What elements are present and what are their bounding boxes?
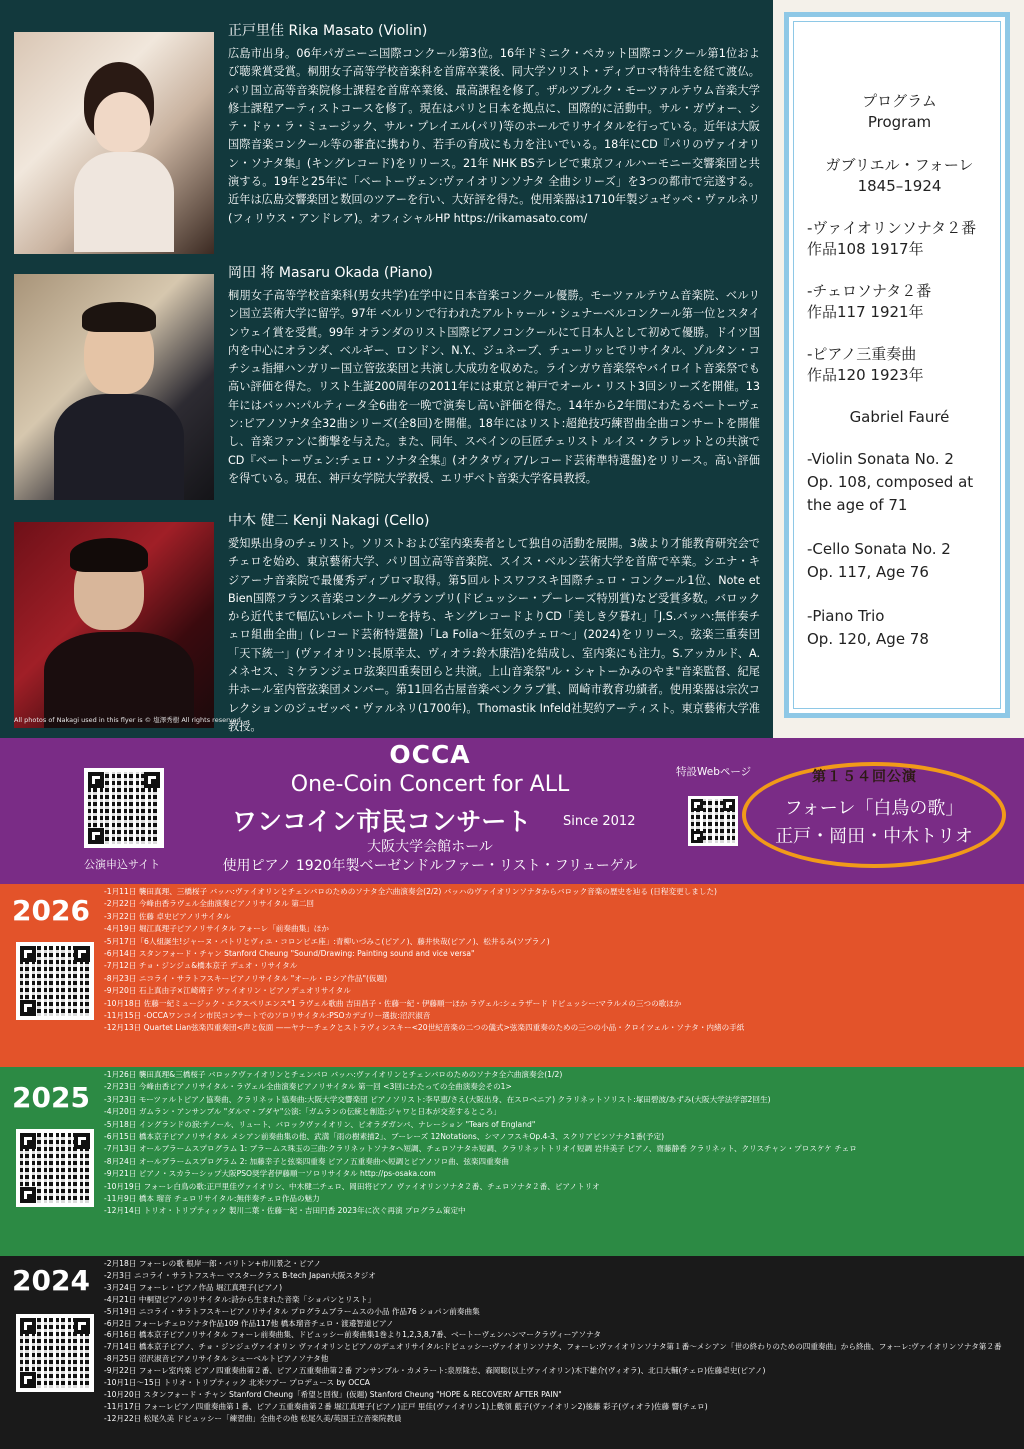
work-en-1: -Violin Sonata No. 2 <box>807 450 954 468</box>
okada-bio <box>228 262 760 488</box>
event-item: -10月1日〜15日 トリオ・トリプティック 北米ツアー プロデュース by OCCA <box>104 1378 370 1388</box>
event-list-2026 <box>104 886 1019 1035</box>
artist-bio-panel <box>0 0 773 738</box>
artist-bio-text: 桐朋女子高等学校音楽科(男女共学)在学中に日本音楽コンクール優勝。モーツァルテウム音楽院、ベルリン国立芸術大学に留学。97年 ベルリンで行われたアルトゥール・シュナーベルコンクール第一位とスタインウェイ賞を受賞。99年 オランダのリスト国際ピアノコンクールにて日本人として初めて優勝。ドイツ国内を中心にオランダ、ベルギー、ロンドン、N.Y.、ジュネーブ、チューリッヒでリサイタル、ゾルタン・コチシュ指揮ハンガリー国立管弦楽団と共演し大成功を収めた。ラインガウ音楽祭やバイロイト音楽祭でも高い評価を得た。リスト生誕200周年の2011年には東京と神戸でオール・リスト3回シリーズを開催。13年にはバッハ:パルティータ全6曲を一晩で演奏し高い評価を得た。14年から2年間にわたるベートーヴェン:ピアノソナタ全32曲シリーズ(全8回)を開催。18年にはリスト:超絶技巧練習曲全曲コンサートを開催し、音楽ファンに衝撃を与えた。また、同年、スペインの巨匠チェリスト ルイス・クラレットとの共演でCD『ベートーヴェン:チェロ・ソナタ全集』(オクタヴィア/レコード芸術準特選盤)をリリース。高い評価を得ている。現在、神戸女学院大学教授、エリザベト音楽大学客員教授。 <box>228 289 760 485</box>
year-section-2025 <box>0 1067 1024 1256</box>
work-jp-2-detail: 作品117 1921年 <box>807 303 924 321</box>
qr-code-2025[interactable] <box>16 1129 94 1207</box>
qr-code-2026[interactable] <box>16 942 94 1020</box>
program-heading-en: Program <box>867 113 932 131</box>
work-en-1-age: the age of 71 <box>807 496 908 514</box>
nakagi-photo <box>14 522 214 728</box>
event-item: -11月9日 橋本 瑠音 チェロリサイタル:無伴奏チェロ作品の魅力 <box>104 1194 320 1204</box>
event-item: -8月23日 ニコライ・サラトフスキーピアノリサイタル "オール・ロシア作品"(仮題) <box>104 973 388 983</box>
occa-since: Since 2012 <box>563 814 636 829</box>
event-item: -2月18日 フォーレの歌 根岸一郎・バリトン+市川景之・ピアノ <box>104 1259 322 1268</box>
year-label: 2024 <box>12 1264 90 1297</box>
event-item: -12月22日 松尾久美 ドビュッシー「練習曲」全曲その他 松尾久美/英国王立音楽院教員 <box>104 1413 402 1423</box>
event-item: -5月18日 イングランドの涙:テノール、リュート、バロックヴァイオリン、ビオラダガンバ、ナレーション "Tears of England" <box>104 1119 536 1129</box>
artist-bio-text: 広島市出身。06年パガニーニ国際コンクール第3位。16年ドミニク・ペカット国際コンクール第1位および聴衆賞受賞。桐朋女子高等学校音楽科を首席卒業後、同大学ソリスト・ディプロマ特待生を経て渡仏。パリ国立高等音楽院修士課程を首席卒業後、最高課程を修了。ザルツブルク・モーツァルテウム音楽大学修士課程アーティストコースを修了。現在はパリと日本を拠点に、国際的に活動中。サル・ガヴォー、シテ・ドゥ・ラ・ミュージック、サル・プレイエル(パリ)等のホールでリサイタルを行っている。近年は大阪国際音楽コンクール等の審査に携わり、若手の育成にも力を注いでいる。18年にCD『パリのヴァイオリン・ソナタ集』(キングレコード)をリリース。21年 NHK BSテレビで東京フィルハーモニー交響楽団と共演する。19年と25年に「ベートーヴェン:ヴァイオリンソナタ 全曲シリーズ」を3つの都市で完遂する。近年は広島交響楽団と数回のツアーを行い、大好評を得た。使用楽器は1710年製ジュゼッペ・ヴァルネリ(フィリウス・アンドレア)。オフィシャルHP https://rikamasato.com/ <box>228 47 760 225</box>
event-item: -10月18日 佐藤一紀ミュージック・エクスペリエンス*1 ラヴェル歌曲 吉田昌子・佐藤一紀・伊藤順一ほか ラヴェル:シェラザード ドビュッシー:マラルメの三つの歌ほか <box>104 998 682 1008</box>
artist-okada <box>14 262 764 502</box>
event-item: -4月21日 中桐望ピアノのリサイタル:詩から生まれた音楽「ショパンとリスト」 <box>104 1294 376 1304</box>
occa-banner <box>0 738 1024 884</box>
concert-title: フォーレ「白鳥の歌」 <box>784 798 964 819</box>
event-item: -6月14日 スタンフォード・チャン Stanford Cheung "Sound/Drawing: Painting sound and vice versa" <box>104 949 475 959</box>
event-item: -3月24日 フォーレ・ピアノ作品 堀江真理子(ピアノ) <box>104 1282 283 1292</box>
event-item: -4月19日 堀江真理子ピアノリサイタル フォーレ「前奏曲集」ほか <box>104 924 329 934</box>
event-item: -10月19日 フォーレ白鳥の歌:正戸里佳ヴァイオリン、中木健二チェロ、岡田将ピアノ ヴァイオリンソナタ２番、チェロソナタ２番、ピアノトリオ <box>104 1181 600 1191</box>
event-item: -2月22日 今峰由香ラヴェル全曲演奏ピアノリサイタル 第二回 <box>104 899 315 909</box>
event-item: -9月22日 フォーレ室内楽 ピアノ四重奏曲第２番、ピアノ五重奏曲第２番 アンサンブル・カメラート:泉原隆志、森岡聡(以上ヴァイオリン)木下雄介(ヴィオラ)、北口大輔(チェロ)佐藤卓史(ピアノ) <box>104 1366 766 1376</box>
web-page-label: 特設Webページ <box>676 766 752 778</box>
event-item: -1月11日 襲田真理、三橋桜子 バッハ:ヴァイオリンとチェンバロのためのソナタ全六曲演奏会(2/2) バッハのヴァイオリンソナタからバロック音楽の歴史を辿る (日程変更しました) <box>104 887 718 896</box>
event-item: -7月13日 オールブラームスプログラム 1: ブラームス珠玉の三曲:クラリネットソナタヘ短調、チェロソナタホ短調、クラリネットトリオイ短調 岩井美子 ピアノ、齋藤静香 クラリネット、クリスチャン・プロスケケ チェロ <box>104 1144 857 1154</box>
program-box <box>784 12 1010 718</box>
event-item: -7月14日 橋本京子ピアノ、チョ・ジンジュヴァイオリン ヴァイオリンとピアノのデュオリサイタル:ドビュッシー:ヴァイオリンソナタ、フォーレ:ヴァイオリンソナタ第１番〜メシアン「世の終わりのための四重奏曲」から終曲、フォーレ:ヴァイオリンソナタ第２番 <box>104 1342 1002 1352</box>
year-label: 2026 <box>12 894 90 927</box>
work-jp-1-detail: 作品108 1917年 <box>807 240 924 258</box>
event-item: -6月16日 橋本京子ピアノリサイタル フォーレ前奏曲集、ドビュッシー前奏曲集1巻より1,2,3,8,7番、ベートーヴェンハンマークラヴィーアソナタ <box>104 1330 601 1340</box>
nakagi-bio <box>228 510 760 736</box>
event-item: -2月3日 ニコライ・サラトフスキー マスタークラス B-tech Japan大阪スタジオ <box>104 1270 376 1280</box>
composer-years: 1845–1924 <box>857 177 942 195</box>
year-label: 2025 <box>12 1081 90 1114</box>
artist-nakagi <box>14 510 764 733</box>
occa-title: OCCA <box>389 740 471 769</box>
event-item: -3月23日 モーツァルトピアノ協奏曲、クラリネット協奏曲:大阪大学交響楽団 ピアノソリスト:李早恵/さえ(大阪出身、在スロベニア) クラリネットソリスト:塚田碧波/あずみ(大阪大学法学部2回生) <box>104 1094 771 1104</box>
event-item: -2月23日 今峰由香ピアノリサイタル・ラヴェル全曲演奏ピアノリサイタル 第一回 <3回にわたっての全曲演奏会その1> <box>104 1082 512 1092</box>
work-en-1-detail: Op. 108, composed at <box>807 473 974 491</box>
work-jp-1: -ヴァイオリンソナタ２番 <box>807 219 977 237</box>
event-item: -9月20日 石上真由子×江崎萌子 ヴァイオリン・ピアノデュオリサイタル <box>104 986 351 996</box>
program-heading-jp: プログラム <box>862 92 937 110</box>
event-item: -1月26日 襲田真理&三橋桜子 バロックヴァイオリンとチェンバロ バッハ:ヴァイオリンとチェンバロのためのソナタ全六曲演奏会(1/2) <box>104 1070 563 1079</box>
year-section-2024 <box>0 1256 1024 1449</box>
artist-masato <box>14 20 764 250</box>
event-item: -12月14日 トリオ・トリプティック 製川二葉・佐藤一紀・吉田円香 2023年に次ぐ再演 プログラム策定中 <box>104 1206 466 1216</box>
work-en-2-detail: Op. 117, Age 76 <box>807 563 929 581</box>
venue-piano: 使用ピアノ 1920年製ベーゼンドルファー・リスト・フリューゲル <box>222 858 638 874</box>
work-en-2: -Cello Sonata No. 2 <box>807 540 951 558</box>
photo-credit: All photos of Nakagi used in this flyer is © 塩澤秀樹 All rights reserved <box>14 716 241 724</box>
work-jp-3-detail: 作品120 1923年 <box>807 366 924 384</box>
event-item: -11月17日 フォーレピアノ四重奏曲第１番、ピアノ五重奏曲第２番 堀江真理子(ピアノ)正戸 里佳(ヴァイオリン1)上敷領 藍子(ヴァイオリン2)後藤 彩子(ヴィオラ)佐藤 響(チェロ) <box>104 1401 708 1411</box>
qr-code-application[interactable] <box>84 768 164 848</box>
event-item: -5月19日 ニコライ・サラトフスキーピアノリサイタル プログラムブラームスの小品 作品76 ショパン前奏曲集 <box>104 1306 480 1316</box>
event-item: -11月15日 -OCCAワンコイン市民コンサートでのソロリサイタル:PSOカデゴリー選抜:沼沢淑音 <box>104 1011 431 1021</box>
work-en-3-detail: Op. 120, Age 78 <box>807 630 929 648</box>
event-list-2025 <box>104 1069 1019 1218</box>
composer-jp: ガブリエル・フォーレ <box>825 156 974 174</box>
event-item: -10月20日 スタンフォード・チャン Stanford Cheung「希望と回復」(仮題) Stanford Cheung "HOPE & RECOVERY AFTER PAIN" <box>104 1389 562 1399</box>
work-jp-3: -ピアノ三重奏曲 <box>807 345 917 363</box>
event-item: -3月22日 佐藤 卓史ピアノリサイタル <box>104 911 231 921</box>
artist-name: 正戸里佳 Rika Masato (Violin) <box>228 23 428 39</box>
event-item: -9月21日 ピアノ・スカラーシップ大阪PSO奨学者伊藤順一ソロリサイタル http://ps-osaka.com <box>104 1169 436 1179</box>
artist-name: 中木 健二 Kenji Nakagi (Cello) <box>228 513 430 529</box>
qr-application-label: 公演申込サイト <box>84 858 161 871</box>
masato-bio <box>228 20 760 228</box>
occa-title-jp: ワンコイン市民コンサート <box>232 807 532 836</box>
qr-code-2024[interactable] <box>16 1314 94 1392</box>
event-item: -8月25日 沼沢淑音ピアノリサイタル シューベルトピアノソナタ他 <box>104 1354 329 1364</box>
event-item: -4月20日 ガムラン・アンサンブル "ダルマ・ブダヤ"公演:「ガムランの伝統と創造:ジャワと日本が交差するところ」 <box>104 1107 501 1117</box>
occa-subtitle: One-Coin Concert for ALL <box>290 772 570 797</box>
concert-trio: 正戸・岡田・中木トリオ <box>775 826 973 847</box>
event-item: -6月15日 橋本京子ピアノリサイタル メシアン前奏曲集の他、武満「雨の樹素描2」、ブーレーズ 12Notations、シマノフスキOp.4-3、スクリアビンソナタ1番(予定) <box>104 1132 665 1142</box>
year-section-2026 <box>0 884 1024 1067</box>
event-item: -7月12日 チョ・ジンジュ&橋本京子 デュオ・リサイタル <box>104 961 298 971</box>
concert-number: 第１５４回公演 <box>812 769 917 785</box>
event-item: -6月2日 フォーレチェロソナタ作品109 作品117他 橋本瑠音チェロ・渡邉智道ピアノ <box>104 1318 394 1328</box>
work-jp-2: -チェロソナタ２番 <box>807 282 932 300</box>
event-list-2024 <box>104 1258 1019 1425</box>
artist-bio-text: 愛知県出身のチェリスト。ソリストおよび室内楽奏者として独自の活動を展開。3歳より才能教育研究会でチェロを始め、東京藝術大学、パリ国立高等音楽院、スイス・ベルン芸術大学を首席で卒業。シエナ・キジアーナ音楽院で最優秀ディプロマ取得。第5回ルトスワフスキ国際チェロ・コンクール1位、Note et Bien国際フランス音楽コンクールグランプリ(ドビュッシー・プーレーズ特別賞)など受賞多数。バロックから近代まで幅広いレパートリーを持ち、キングレコードよりCD「美しき夕暮れ」「J.S.バッハ:無伴奏チェロ組曲全曲」(レコード芸術特選盤)「La Folia〜狂気のチェロ〜」(2024)をリリース。弦楽三重奏団「天下統一」(ヴァイオリン:長原幸太、ヴィオラ:鈴木康浩)を結成し、室内楽にも注力。S.アッカルド、A.メネセス、ミケランジェロ弦楽四重奏団らと共演。上山音楽祭"ル・シャトーかみのやま"音楽監督、紀尾井ホール室内管弦楽団メンバー。第11回名古屋音楽ペンクラブ賞、岡崎市教育功績者。使用楽器は宗次コレクションのジュゼッペ・ヴァルネリ(1700年)。Thomastik Infeld社契約アーティスト。東京藝術大学准教授。 <box>228 537 760 733</box>
event-item: -8月24日 オールブラームスプログラム 2: 加藤幸子と弦楽四重奏 ピアノ五重奏曲へ短調とピアノソロ曲、弦楽四重奏曲 <box>104 1156 509 1166</box>
event-item: -5月17日「6人組誕生!ジャーヌ・バトリとヴィユ・コロンビエ座」:青柳いづみこ(ピアノ)、藤井快哉(ピアノ)、松井るみ(ソプラノ) <box>104 936 550 946</box>
masato-photo <box>14 32 214 254</box>
work-en-3: -Piano Trio <box>807 607 885 625</box>
qr-code-web[interactable] <box>688 796 738 846</box>
venue-hall: 大阪大学会館ホール <box>367 839 493 855</box>
okada-photo <box>14 274 214 500</box>
event-item: -12月13日 Quartet Lian弦楽四重奏団<声と仮面 ——ヤナーチェクとストラヴィンスキー<20世紀音楽の二つの儀式>弦楽四重奏のための三つの小品・クロイツェル・ソナタ・内緒の手紙 <box>104 1023 745 1033</box>
composer-en: Gabriel Fauré <box>849 408 950 426</box>
artist-name: 岡田 将 Masaru Okada (Piano) <box>228 265 433 281</box>
